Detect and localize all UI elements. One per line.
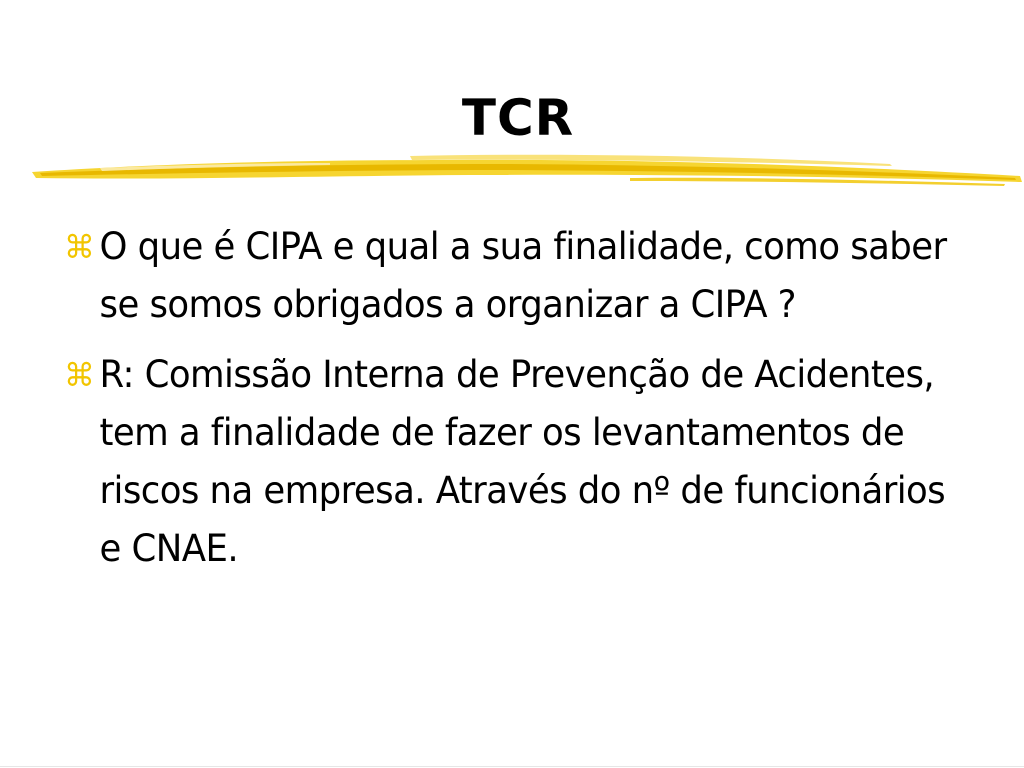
bullet-item-question: [64, 218, 957, 334]
command-key-icon: ⌘: [64, 356, 95, 394]
bullet-text: O que é CIPA e qual a sua finalidade, como saber se somos obrigados a organizar a CIPA ?: [99, 225, 947, 326]
slide-title: TCR: [461, 89, 575, 147]
bullet-item-answer: [64, 346, 957, 578]
bottom-divider: [0, 766, 1024, 767]
bullet-list: [64, 218, 994, 590]
title-brush-underline: [30, 146, 1024, 194]
bullet-text: R: Comissão Interna de Prevenção de Acidentes, tem a finalidade de fazer os levantamentos de riscos na empresa. Através do nº de funcionários e CNAE.: [99, 353, 946, 570]
command-key-icon: ⌘: [64, 228, 95, 266]
